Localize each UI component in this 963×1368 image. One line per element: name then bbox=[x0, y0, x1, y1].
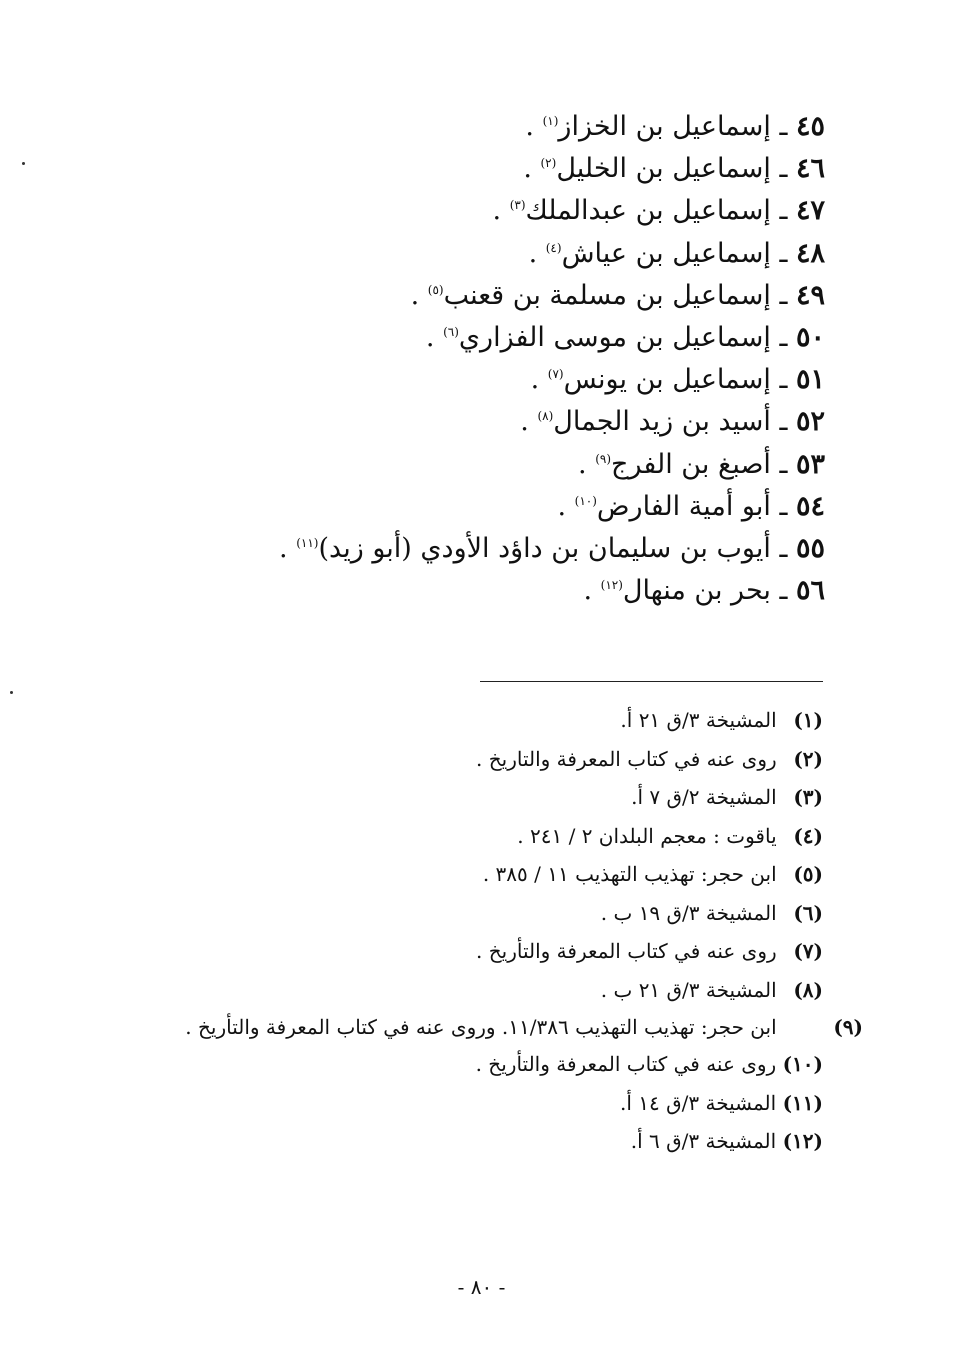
footnote-text: المشيخة ٣/ق ١٩ ب . bbox=[600, 900, 777, 925]
footnote-item bbox=[183, 1084, 823, 1123]
entry-name: إسماعيل بن مسلمة بن قعنب bbox=[443, 279, 771, 311]
footnote-text: روى عنه في كتاب المعرفة والتاريخ . bbox=[476, 746, 777, 771]
list-item: ٤٩ ـ إسماعيل بن مسلمة بن قعنب$^{(٥)}$ . bbox=[410, 279, 825, 311]
footnote-text: ابن حجر: تهذيب التهذيب ١١ / ٣٨٥ . bbox=[482, 862, 777, 886]
footnote-number: (٣) bbox=[793, 785, 823, 809]
footnote-number: (١١) bbox=[782, 1090, 823, 1115]
entry-name: إسماعيل بن الخزاز bbox=[558, 111, 771, 142]
footnote-number: (١) bbox=[793, 708, 823, 732]
footnote-item bbox=[183, 894, 823, 933]
entry-name: بحر بن منهال bbox=[622, 575, 771, 607]
list-item: ٥٥ ـ أيوب بن سليمان بن داؤد الأودي (أبو زيد)$^{(١١)}$ . bbox=[279, 532, 825, 564]
footnote-item bbox=[183, 1045, 823, 1084]
footnote-item bbox=[183, 701, 823, 740]
entry-number: ٥٣ bbox=[795, 448, 825, 480]
footnote-reference: (٤) bbox=[545, 240, 562, 255]
footnote-number: (٦) bbox=[793, 900, 823, 925]
scan-speck bbox=[22, 162, 25, 165]
footnote-reference: (٧) bbox=[547, 367, 564, 382]
list-item: ٤٧ ـ إسماعيل بن عبدالملك$^{(٣)}$ . bbox=[492, 195, 825, 227]
entry-name: أسيد بن زيد الجمال bbox=[553, 406, 771, 438]
narrator-list bbox=[265, 106, 825, 612]
footnote-number: (٩) bbox=[833, 1015, 863, 1039]
footnote-text: المشيخة ٣/ق ٢١ أ. bbox=[620, 708, 777, 732]
footnote-reference: (٥) bbox=[427, 282, 444, 297]
scan-speck bbox=[10, 691, 13, 694]
entry-name: أيوب بن سليمان بن داؤد الأودي (أبو زيد) bbox=[318, 532, 771, 564]
footnote-number: (٤) bbox=[793, 823, 823, 848]
entry-name: إسماعيل بن يونس bbox=[563, 364, 771, 396]
footnote-text: ابن حجر: تهذيب التهذيب ١١/٣٨٦. وروى عنه في كتاب المعرفة والتأريخ . bbox=[185, 1015, 777, 1039]
footnote-number: (١٠) bbox=[782, 1052, 823, 1076]
entry-number: ٤٧ bbox=[795, 195, 825, 227]
page-number: - ٨٠ - bbox=[457, 1275, 506, 1299]
footnote-reference: (٩) bbox=[595, 451, 612, 466]
footnote-number: (١٢) bbox=[782, 1129, 823, 1153]
entry-number: ٥١ bbox=[795, 364, 825, 396]
entry-name: أبو أمية الفارض bbox=[596, 490, 771, 522]
footnote-item bbox=[183, 971, 823, 1010]
footnote-reference: (١٢) bbox=[600, 578, 623, 593]
footnote-item bbox=[183, 932, 823, 971]
footnote-reference: (١٠) bbox=[574, 493, 597, 508]
footnote-reference: (١) bbox=[542, 114, 559, 128]
entry-number: ٤٩ bbox=[795, 279, 825, 311]
footnotes bbox=[183, 701, 863, 1161]
footnote-reference: (٨) bbox=[537, 409, 554, 424]
entry-name: إسماعيل بن عياش bbox=[561, 237, 771, 269]
list-item: ٥٠ ـ إسماعيل بن موسى الفزاري$^{(٦)}$ . bbox=[425, 321, 825, 353]
footnote-reference: (١١) bbox=[296, 535, 319, 550]
entry-number: ٥٠ bbox=[795, 321, 825, 353]
entry-name: إسماعيل بن الخليل bbox=[556, 153, 771, 185]
list-item: ٥٦ ـ بحر بن منهال$^{(١٢)}$ . bbox=[583, 575, 825, 607]
entry-number: ٥٦ bbox=[795, 575, 825, 607]
entry-name: إسماعيل بن عبدالملك bbox=[525, 195, 771, 227]
entry-number: ٤٨ bbox=[795, 237, 825, 269]
footnote-item bbox=[183, 1122, 823, 1161]
entry-name: أصبغ بن الفرج bbox=[611, 448, 771, 480]
list-item: ٥٤ ـ أبو أمية الفارض$^{(١٠)}$ . bbox=[557, 490, 825, 522]
footnote-reference: (٦) bbox=[443, 324, 459, 339]
list-item: ٤٥ ـ إسماعيل بن الخزاز$^{(١)}$ . bbox=[525, 111, 825, 142]
footnote-text: المشيخة ٣/ق ٦ أ. bbox=[630, 1129, 777, 1153]
list-item: ٥٣ ـ أصبغ بن الفرج$^{(٩)}$ . bbox=[578, 448, 825, 480]
entry-number: ٤٦ bbox=[795, 153, 825, 185]
entry-number: ٥٢ bbox=[795, 406, 825, 438]
footnote-text: المشيخة ٣/ق ٢١ ب . bbox=[600, 977, 777, 1002]
footnote-item bbox=[183, 1009, 863, 1045]
footnote-text: روى عنه في كتاب المعرفة والتأريخ . bbox=[475, 1052, 777, 1076]
footnote-item bbox=[183, 855, 823, 894]
footnote-text: المشيخة ٢/ق ٧ أ. bbox=[631, 785, 777, 809]
footnote-item bbox=[183, 817, 823, 856]
footnote-text: ياقوت : معجم البلدان ٢ / ٢٤١ . bbox=[517, 823, 777, 848]
footnote-divider bbox=[480, 681, 823, 682]
footnote-number: (٨) bbox=[793, 977, 823, 1002]
list-item: ٥١ ـ إسماعيل بن يونس$^{(٧)}$ . bbox=[530, 364, 825, 396]
list-item: ٥٢ ـ أسيد بن زيد الجمال$^{(٨)}$ . bbox=[520, 406, 825, 438]
footnote-text: روى عنه في كتاب المعرفة والتأريخ . bbox=[476, 939, 777, 963]
footnote-number: (٧) bbox=[793, 939, 823, 963]
footnote-reference: (٢) bbox=[540, 156, 557, 171]
entry-number: ٤٥ bbox=[795, 111, 825, 142]
footnote-number: (٢) bbox=[793, 746, 823, 771]
list-item: ٤٦ ـ إسماعيل بن الخليل$^{(٢)}$ . bbox=[523, 153, 825, 185]
entry-number: ٥٥ bbox=[795, 532, 825, 564]
footnote-number: (٥) bbox=[793, 862, 823, 886]
entry-name: إسماعيل بن موسى الفزاري bbox=[458, 321, 771, 353]
footnote-reference: (٣) bbox=[509, 198, 526, 213]
footnote-item bbox=[183, 778, 823, 817]
entry-number: ٥٤ bbox=[795, 490, 825, 522]
list-item: ٤٨ ـ إسماعيل بن عياش$^{(٤)}$ . bbox=[528, 237, 825, 269]
footnote-text: المشيخة ٣/ق ١٤ أ. bbox=[619, 1090, 777, 1115]
footnote-item bbox=[183, 740, 823, 779]
